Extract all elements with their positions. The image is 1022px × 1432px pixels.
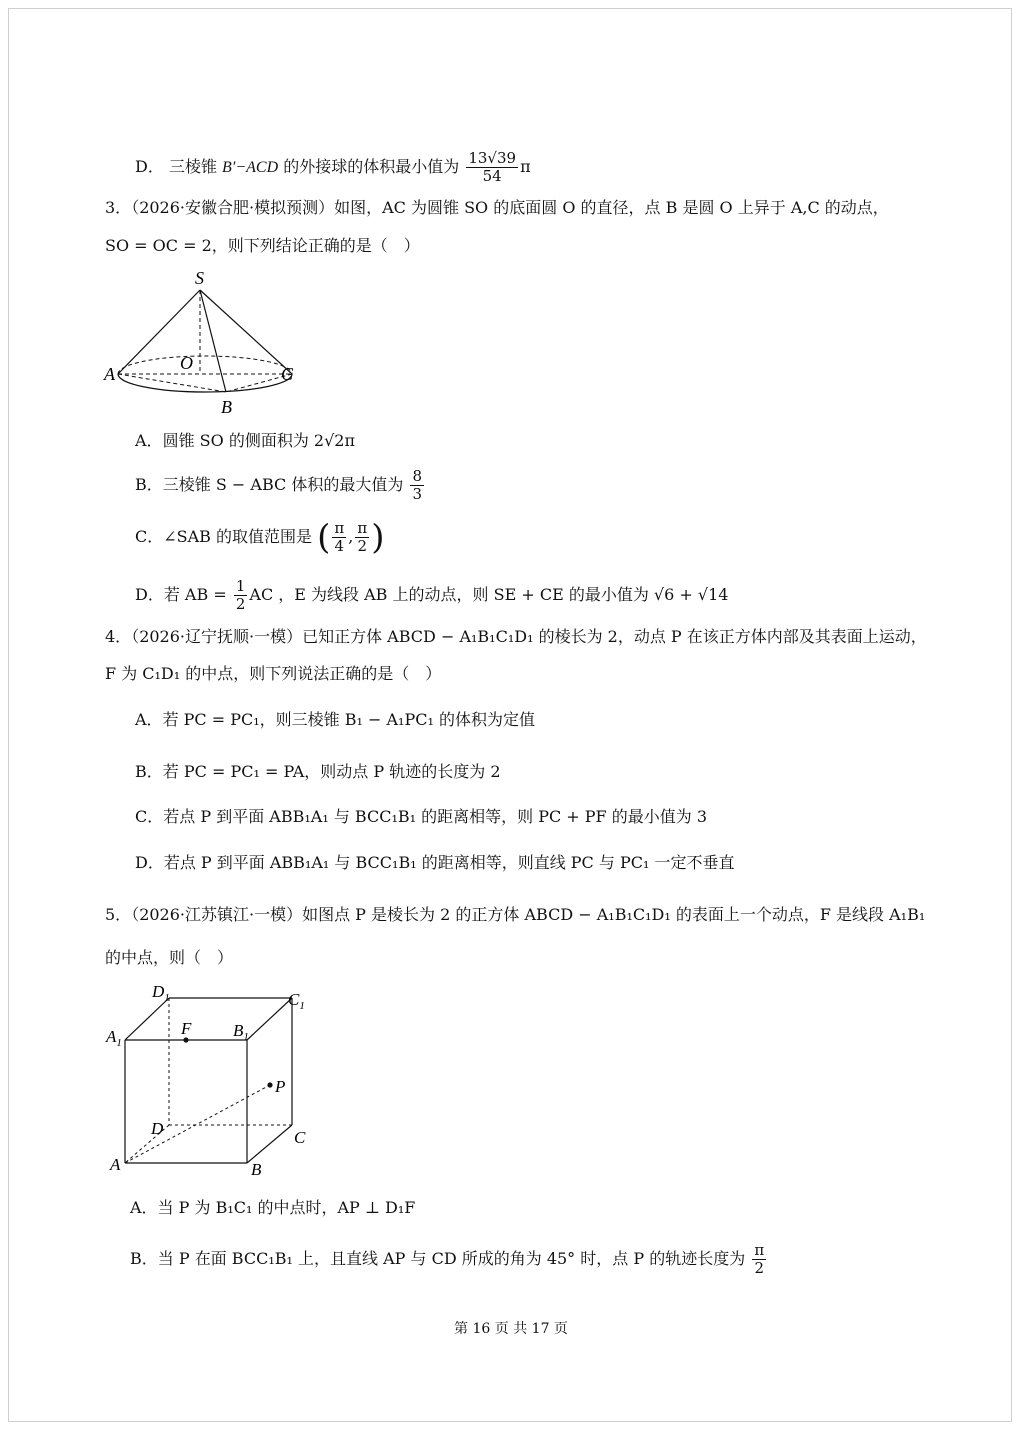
q3-option-d: D．若 AB = $\frac{1}{2}$ AC ，E 为线段 AB 上的动点，则 SE + CE 的最小值为 √6 + √14 xyxy=(135,577,729,613)
q3-option-c: C．∠SAB 的取值范围是 ( $\frac{\pi}{4}$ , $\frac{\pi}{2}$ ) xyxy=(135,517,385,558)
q3-stem-line2: SO = OC = 2，则下列结论正确的是（ ） xyxy=(105,236,420,255)
q4-stem-line2: F 为 C₁D₁ 的中点，则下列说法正确的是（ ） xyxy=(105,664,442,683)
trajectory-fraction: $\frac{\pi}{2}$ xyxy=(754,1241,765,1277)
page-footer: 第 16 页 共 17 页 xyxy=(454,1321,568,1337)
label-P: P xyxy=(275,1077,286,1096)
q5-option-a: A．当 P 为 B₁C₁ 的中点时，AP ⊥ D₁F xyxy=(130,1198,416,1217)
label-O: O xyxy=(180,353,193,373)
label-S: S xyxy=(195,268,204,288)
q5-option-b: B．当 P 在面 BCC₁B₁ 上，且直线 AP 与 CD 所成的角为 45° 时，点 P 的轨迹长度为 $\frac{\pi}{2}$ xyxy=(130,1241,765,1277)
label-A: A xyxy=(110,1155,121,1174)
q4-option-d: D．若点 P 到平面 ABB₁A₁ 与 BCC₁B₁ 的距离相等，则直线 PC 与 PC₁ 一定不垂直 xyxy=(135,853,735,872)
cube-figure xyxy=(100,985,320,1180)
label-B1: $B_1$ xyxy=(233,1021,249,1043)
cone-figure xyxy=(100,262,310,422)
q4-option-a: A．若 PC = PC₁，则三棱锥 B₁ − A₁PC₁ 的体积为定值 xyxy=(135,710,535,729)
max-volume-fraction: $\frac{8}{3}$ xyxy=(412,467,422,503)
q3-option-a: A．圆锥 SO 的侧面积为 2√2π xyxy=(135,431,355,450)
label-A1: $A_1$ xyxy=(106,1027,122,1049)
label-D: D xyxy=(151,1119,164,1138)
q4-stem-line1: 4．（2026·辽宁抚顺·一模）已知正方体 ABCD − A₁B₁C₁D₁ 的棱长为 2，动点 P 在该正方体内部及其表面上运动， xyxy=(105,627,927,646)
q5-stem-line1: 5．（2026·江苏镇江·一模）如图点 P 是棱长为 2 的正方体 ABCD − A₁B₁C₁D₁ 的表面上一个动点，F 是线段 A₁B₁ xyxy=(105,905,926,924)
label-C1: $C_1$ xyxy=(288,990,305,1012)
label-C: C xyxy=(294,1128,306,1147)
volume-fraction: $\frac{13√39}{54}$ xyxy=(468,149,517,185)
q5-stem-line2: 的中点，则（ ） xyxy=(105,948,234,967)
label-B: B xyxy=(251,1160,262,1179)
q4-option-c: C．若点 P 到平面 ABB₁A₁ 与 BCC₁B₁ 的距离相等，则 PC + PF 的最小值为 3 xyxy=(135,807,708,826)
q4-option-b: B．若 PC = PC₁ = PA，则动点 P 轨迹的长度为 2 xyxy=(135,762,501,781)
ab-fraction: $\frac{1}{2}$ xyxy=(235,577,246,613)
q3-option-b: B．三棱锥 S − ABC 体积的最大值为 $\frac{8}{3}$ xyxy=(135,467,422,503)
label-A: A xyxy=(104,364,115,384)
prev-option-d: D． 三棱锥 B′−ACD 的外接球的体积最小值为 $\frac{13√39}{54}$ π xyxy=(135,149,531,185)
q3-stem-line1: 3．（2026·安徽合肥·模拟预测）如图，AC 为圆锥 SO 的底面圆 O 的直径，点 B 是圆 O 上异于 A,C 的动点， xyxy=(105,198,889,217)
label-B: B xyxy=(221,397,232,417)
label-F: F xyxy=(181,1019,192,1038)
label-D1: $D_1$ xyxy=(152,985,170,1004)
label-C: C xyxy=(281,364,294,384)
